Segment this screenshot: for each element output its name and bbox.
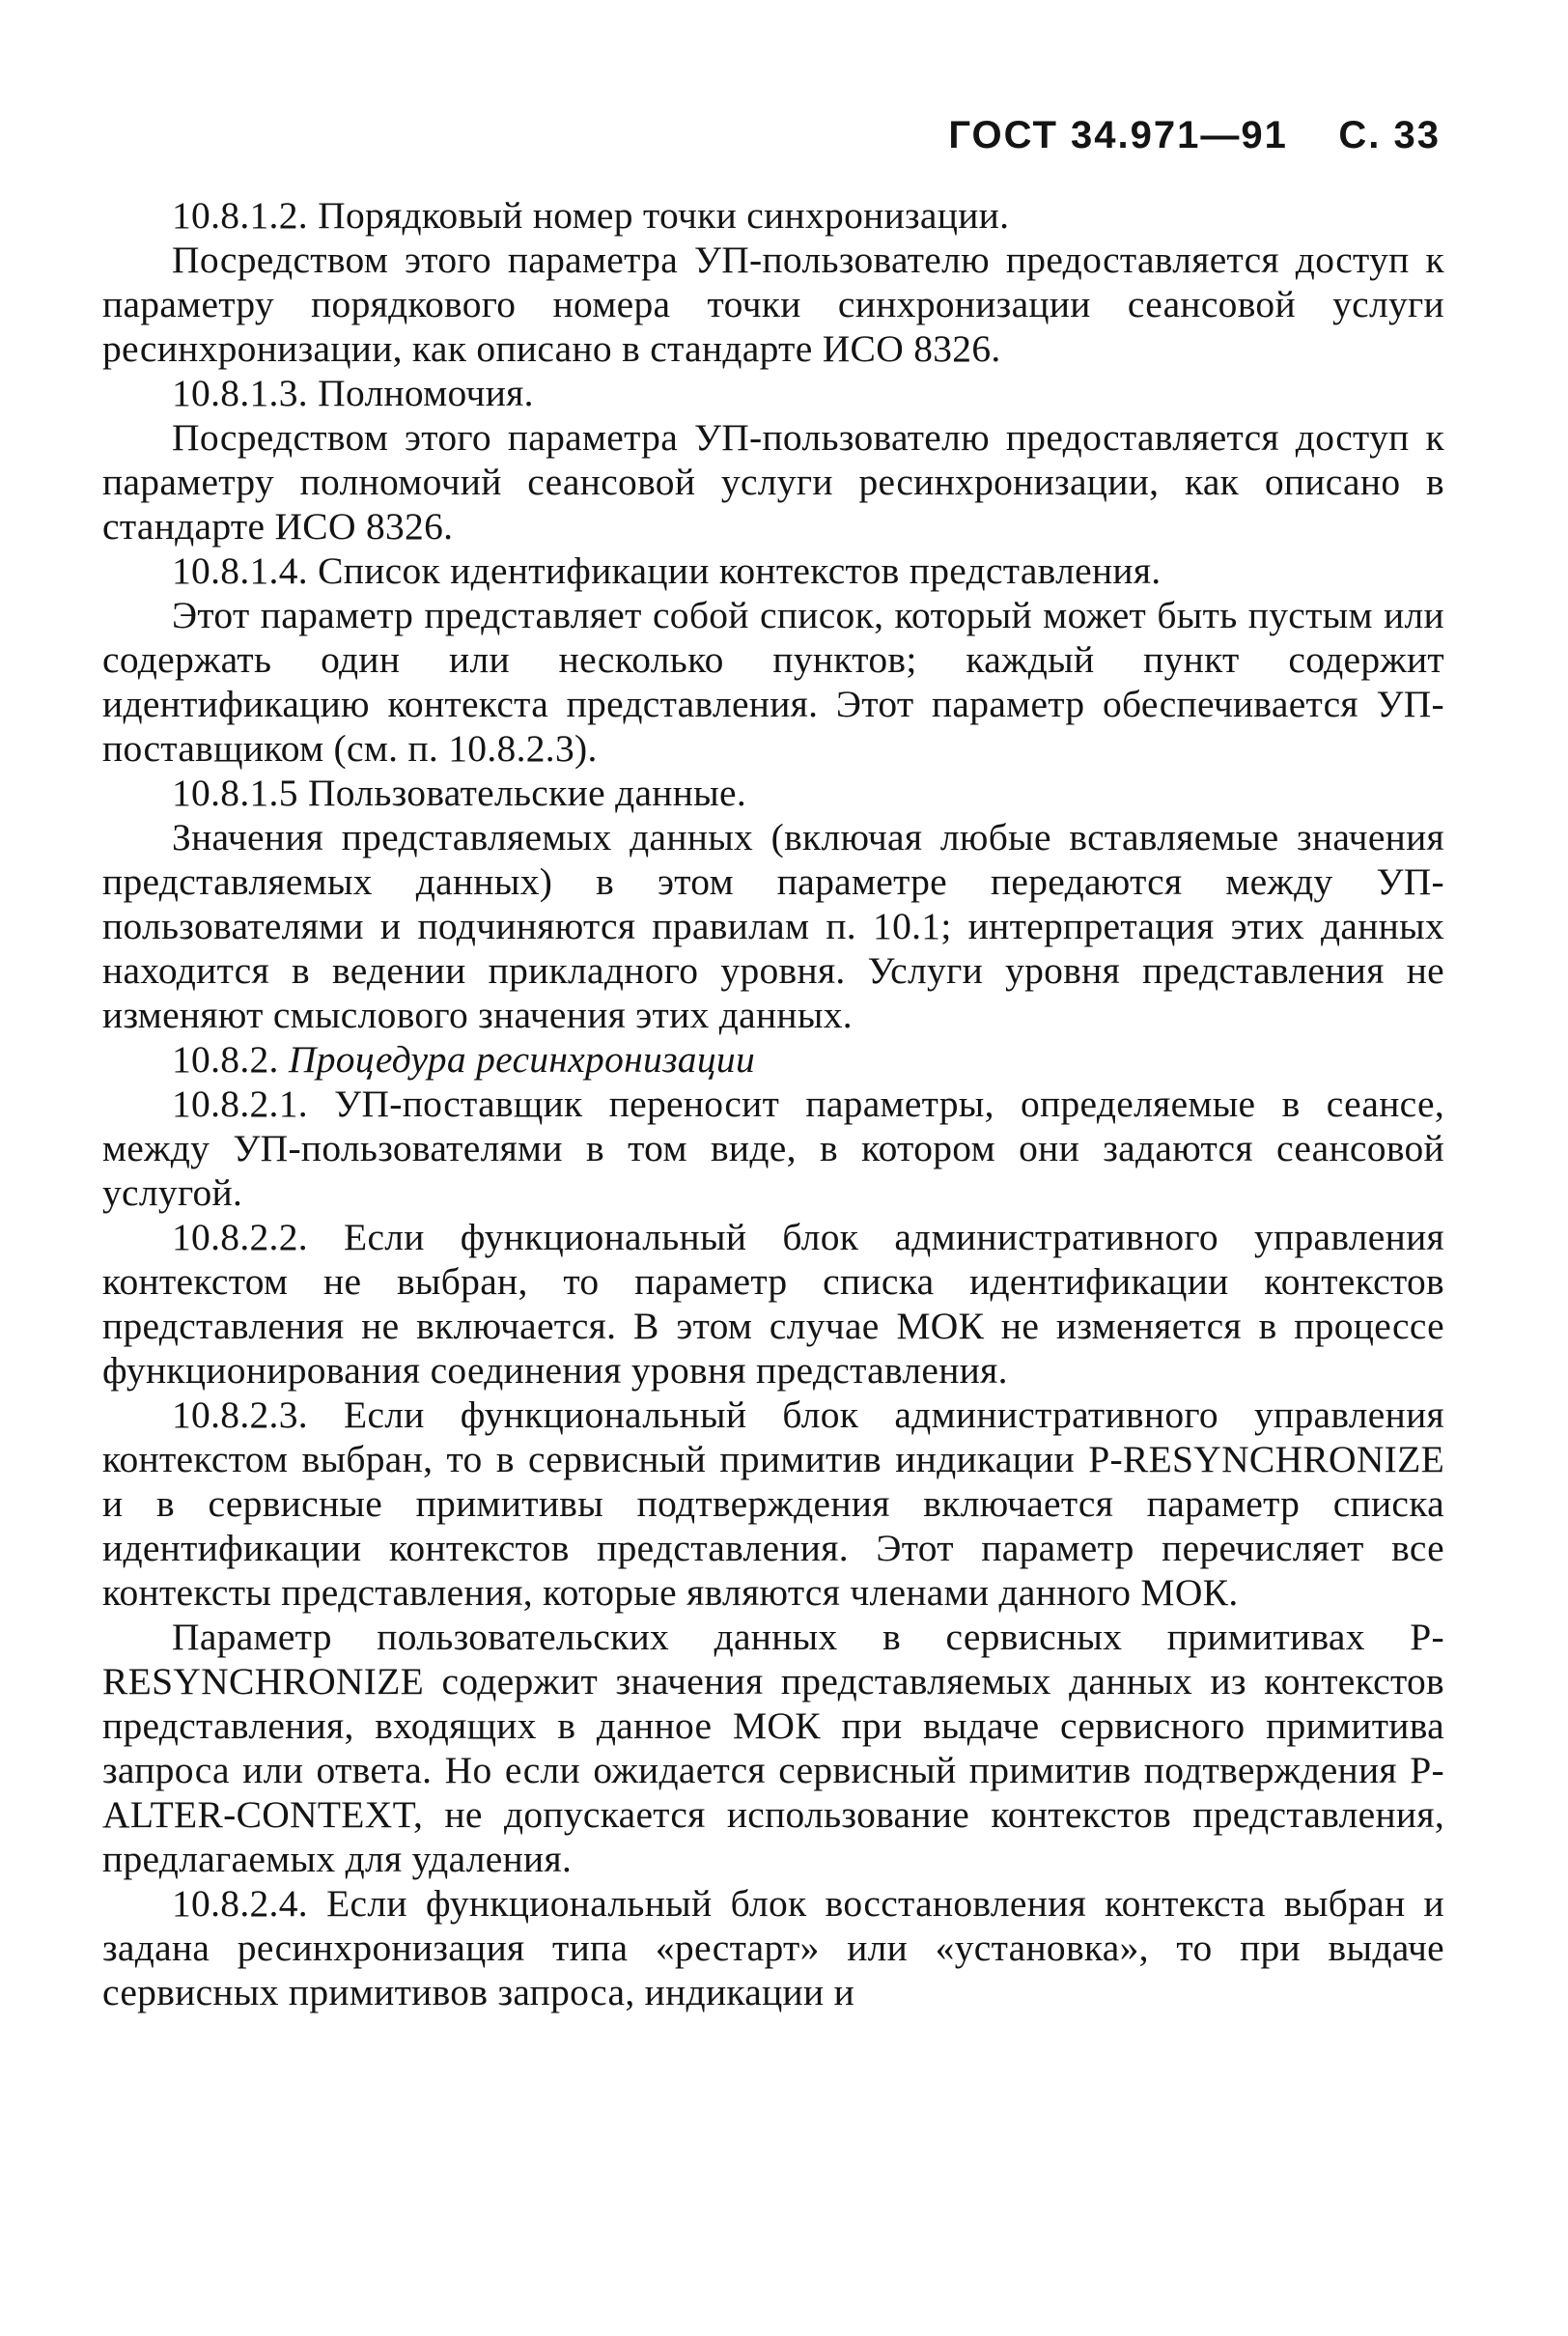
clause-10-8-2-3-continued: Параметр пользовательских данных в сервисных примитивах P-RESYNCHRONIZE содержит значения представляемых данных из контекстов представления, входящих в данное МОК при выдаче сервисного примитива запроса или ответа. Но если ожидается сервисный примитив подтверждения P-ALTER-CONTEXT, не допускается использование контекстов представления, предлагаемых для удаления.	[102, 1616, 1444, 1880]
clause-10-8-1-5-heading: 10.8.1.5 Пользовательские данные.	[172, 772, 747, 814]
document-code: ГОСТ 34.971—91	[948, 114, 1288, 156]
section-10-8-2-heading	[102, 1037, 1444, 1082]
clause-10-8-1-3-heading: 10.8.1.3. Полномочия.	[172, 372, 534, 414]
clause-10-8-2-3: 10.8.2.3. Если функциональный блок административного управления контекстом выбран, то в сервисный примитив индикации P-RESYNCHRONIZE и в сервисные примитивы подтверждения включается параметр списка идентификации контекстов представления. Этот параметр перечисляет все контексты представления, которые являются членами данного МОК.	[102, 1393, 1444, 1614]
clause-10-8-1-2-text: Посредством этого параметра УП-пользователю предоставляется доступ к параметру порядкового номера точки синхронизации сеансовой услуги ресинхронизации, как описано в стандарте ИСО 8326.	[102, 239, 1444, 370]
clause-10-8-1-4-heading: 10.8.1.4. Список идентификации контекстов представления.	[172, 549, 1162, 592]
page-header	[948, 114, 1441, 157]
clause-10-8-2-4: 10.8.2.4. Если функциональный блок восстановления контекста выбран и задана ресинхронизация типа «рестарт» или «установка», то при выдаче сервисных примитивов запроса, индикации и	[102, 1882, 1444, 2013]
section-10-8-2-number: 10.8.2.	[172, 1038, 279, 1081]
clause-10-8-1-2-heading: 10.8.1.2. Порядковый номер точки синхронизации.	[172, 194, 1010, 237]
clause-10-8-1-3-text: Посредством этого параметра УП-пользователю предоставляется доступ к параметру полномочий сеансовой услуги ресинхронизации, как описано в стандарте ИСО 8326.	[102, 416, 1444, 548]
clause-10-8-1-4-text: Этот параметр представляет собой список, который может быть пустым или содержать один или несколько пунктов; каждый пункт содержит идентификацию контекста представления. Этот параметр обеспечивается УП-поставщиком (см. п. 10.8.2.3).	[102, 594, 1444, 770]
section-10-8-2-title: Процедура ресинхронизации	[288, 1038, 756, 1081]
document-body	[102, 193, 1444, 2014]
page-number: С. 33	[1338, 114, 1441, 156]
clause-10-8-1-5-text: Значения представляемых данных (включая любые вставляемые значения представляемых данных) в этом параметре передаются между УП-пользователями и подчиняются правилам п. 10.1; интерпретация этих данных находится в ведении прикладного уровня. Услуги уровня представления не изменяют смыслового значения этих данных.	[102, 816, 1444, 1036]
clause-10-8-2-2: 10.8.2.2. Если функциональный блок административного управления контекстом не выбран, то параметр списка идентификации контекстов представления не включается. В этом случае МОК не изменяется в процессе функционирования соединения уровня представления.	[102, 1216, 1444, 1392]
clause-10-8-2-1: 10.8.2.1. УП-поставщик переносит параметры, определяемые в сеансе, между УП-пользователями в том виде, в котором они задаются сеансовой услугой.	[102, 1083, 1444, 1214]
